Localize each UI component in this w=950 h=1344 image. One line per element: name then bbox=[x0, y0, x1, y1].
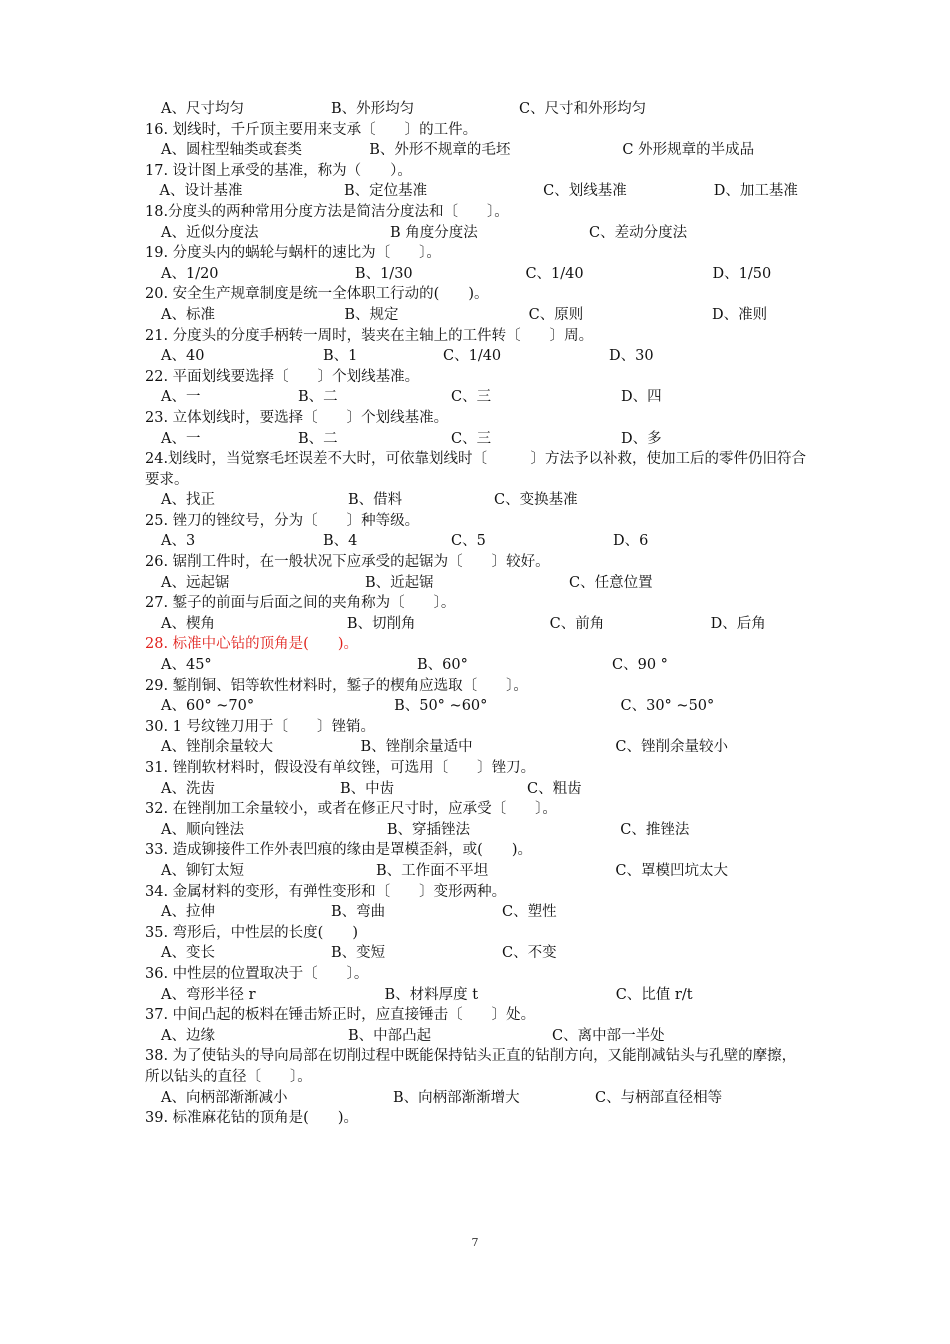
answer-option: B、借料 bbox=[348, 492, 403, 509]
answer-option: C、罩模凹坑太大 bbox=[615, 862, 728, 879]
answer-option: B、4 bbox=[323, 533, 358, 550]
options-row bbox=[145, 429, 810, 450]
answer-option: A、楔角 bbox=[161, 615, 215, 632]
question-line: 16. 划线时，千斤顶主要用来支承〔 〕的工件。 bbox=[145, 121, 478, 138]
answer-option: A、一 bbox=[161, 389, 201, 406]
answer-option: C、不变 bbox=[502, 945, 557, 962]
question-line: 38. 为了使钻头的导向局部在切削过程中既能保持钻头正直的钻削方向，又能削减钻头与孔壁的摩擦，所以钻头的直径〔 〕。 bbox=[145, 1048, 797, 1085]
answer-option: B、锉削余量适中 bbox=[360, 739, 473, 756]
options-row bbox=[145, 655, 810, 676]
answer-option: C、推锉法 bbox=[620, 821, 690, 838]
answer-option: C、差动分度法 bbox=[589, 224, 688, 241]
answer-option: C、1/40 bbox=[525, 265, 584, 282]
answer-option: B、中部凸起 bbox=[348, 1027, 432, 1044]
question-line: 20. 安全生产规章制度是统一全体职工行动的( )。 bbox=[145, 286, 489, 303]
options-row bbox=[145, 861, 810, 882]
answer-option: C、原则 bbox=[528, 306, 584, 323]
options-row bbox=[145, 387, 810, 408]
question-line: 33. 造成铆接件工作外表凹痕的缘由是罩模歪斜，或( )。 bbox=[145, 842, 532, 859]
question-line: 35. 弯形后，中性层的长度( ) bbox=[145, 924, 358, 941]
options-row bbox=[145, 614, 810, 635]
answer-option: B 角度分度法 bbox=[390, 224, 478, 241]
answer-option: C、比值 r/t bbox=[615, 986, 693, 1003]
answer-option: B、工作面不平坦 bbox=[376, 862, 489, 879]
answer-option: A、铆钉太短 bbox=[161, 862, 244, 879]
options-row bbox=[145, 531, 810, 552]
answer-option: A、拉伸 bbox=[161, 904, 215, 921]
options-row bbox=[145, 264, 810, 285]
question-line: 29. 錾削铜、铝等软性材料时，錾子的楔角应选取〔 〕。 bbox=[145, 677, 528, 694]
question-line: 23. 立体划线时，要选择〔 〕个划线基准。 bbox=[145, 409, 449, 426]
answer-option: A、锉削余量较大 bbox=[161, 739, 273, 756]
answer-option: C、30° ~50° bbox=[620, 698, 715, 715]
answer-option: A、洗齿 bbox=[161, 780, 215, 797]
answer-option: C、三 bbox=[451, 430, 492, 447]
answer-option: A、顺向锉法 bbox=[161, 821, 244, 838]
answer-option: C、前角 bbox=[549, 615, 605, 632]
answer-option: B、中齿 bbox=[340, 780, 395, 797]
options-row bbox=[145, 1026, 810, 1047]
answer-option: A、1/20 bbox=[161, 265, 219, 282]
answer-option: D、四 bbox=[621, 389, 662, 406]
answer-option: C、90 ° bbox=[612, 657, 668, 674]
answer-option: B、外形均匀 bbox=[331, 101, 415, 117]
answer-option: B、1/30 bbox=[354, 265, 413, 282]
answer-option: A、圆柱型轴类或套类 bbox=[161, 142, 302, 159]
question-line: 27. 錾子的前面与后面之间的夹角称为〔 〕。 bbox=[145, 595, 456, 612]
options-row bbox=[145, 943, 810, 964]
answer-option: B、切削角 bbox=[346, 615, 416, 632]
question-line: A、设计基准 B、定位基准 C、划线基准 D、加工基准 bbox=[145, 183, 798, 200]
answer-option: B、1 bbox=[323, 348, 358, 365]
answer-option: D、准则 bbox=[711, 306, 768, 323]
answer-option: B、二 bbox=[298, 430, 338, 447]
options-row bbox=[145, 902, 810, 923]
page-number: 7 bbox=[471, 1236, 479, 1249]
answer-option: A、近似分度法 bbox=[161, 224, 259, 241]
answer-option: A、40 bbox=[161, 348, 205, 365]
answer-option: C、离中部一半处 bbox=[552, 1027, 665, 1044]
question-line: 37. 中间凸起的板料在锤击矫正时，应直接锤击〔 〕处。 bbox=[145, 1007, 536, 1024]
answer-option: B、变短 bbox=[331, 945, 386, 962]
answer-option: A、60° ~70° bbox=[161, 698, 255, 715]
question-line: 22. 平面划线要选择〔 〕个划线基准。 bbox=[145, 368, 420, 385]
question-line: 18.分度头的两种常用分度方法是简洁分度法和〔 〕。 bbox=[145, 203, 509, 220]
question-line: 34. 金属材料的变形，有弹性变形和〔 〕变形两种。 bbox=[145, 883, 507, 900]
options-row bbox=[145, 737, 810, 758]
answer-option: D、6 bbox=[613, 533, 649, 550]
question-line: 30. 1 号纹锉刀用于〔 〕锉销。 bbox=[145, 718, 376, 735]
options-row bbox=[145, 696, 810, 717]
options-row bbox=[145, 820, 810, 841]
options-row bbox=[145, 223, 810, 244]
question-line: 19. 分度头内的蜗轮与蜗杆的速比为〔 〕。 bbox=[145, 245, 441, 262]
question-line: 24.划线时，当觉察毛坯误差不大时，可依靠划线时〔 〕方法予以补救，使加工后的零件仍旧符合要求。 bbox=[145, 451, 807, 488]
question-line: 39. 标准麻花钻的顶角是( )。 bbox=[145, 1110, 358, 1127]
answer-option: C 外形规章的半成品 bbox=[622, 142, 755, 159]
answer-option: A、向柄部渐渐减小 bbox=[161, 1089, 288, 1106]
question-line: 28. 标准中心钻的顶角是( )。 bbox=[145, 636, 358, 653]
answer-option: A、弯形半径 r bbox=[161, 986, 256, 1003]
answer-option: C、三 bbox=[451, 389, 492, 406]
answer-option: D、30 bbox=[609, 348, 654, 365]
options-row bbox=[145, 1088, 810, 1109]
answer-option: A、尺寸均匀 bbox=[161, 101, 244, 117]
answer-option: D、1/50 bbox=[712, 265, 772, 282]
answer-option: A、边缘 bbox=[161, 1027, 215, 1044]
answer-option: A、一 bbox=[161, 430, 201, 447]
answer-option: D、多 bbox=[621, 430, 662, 447]
answer-option: B、弯曲 bbox=[331, 904, 386, 921]
answer-option: B、外形不规章的毛坯 bbox=[369, 142, 511, 159]
answer-option: D、后角 bbox=[710, 615, 766, 632]
answer-option: B、近起锯 bbox=[365, 574, 434, 591]
answer-option: C、锉削余量较小 bbox=[615, 739, 728, 756]
options-row bbox=[145, 779, 810, 800]
question-line: 21. 分度头的分度手柄转一周时，装夹在主轴上的工件转〔 〕周。 bbox=[145, 327, 594, 344]
answer-option: A、45° bbox=[161, 657, 212, 674]
answer-option: C、1/40 bbox=[443, 348, 502, 365]
options-row bbox=[145, 573, 810, 594]
answer-option: C、变换基准 bbox=[494, 492, 578, 509]
options-row bbox=[145, 140, 810, 161]
options-row bbox=[145, 99, 810, 120]
question-line: 32. 在锉削加工余量较小，或者在修正尺寸时，应承受〔 〕。 bbox=[145, 801, 557, 818]
answer-option: B、50° ~60° bbox=[394, 698, 488, 715]
answer-option: C、塑性 bbox=[502, 904, 557, 921]
answer-option: A、3 bbox=[161, 533, 196, 550]
options-row bbox=[145, 985, 810, 1006]
question-line: 26. 锯削工件时，在一般状况下应承受的起锯为〔 〕较好。 bbox=[145, 554, 550, 571]
answer-option: B、向柄部渐渐增大 bbox=[393, 1089, 520, 1106]
answer-option: B、穿插锉法 bbox=[386, 821, 470, 838]
answer-option: B、60° bbox=[417, 657, 468, 674]
question-line: 25. 锉刀的锉纹号，分为〔 〕种等级。 bbox=[145, 512, 420, 529]
answer-option: C、尺寸和外形均匀 bbox=[519, 101, 647, 117]
answer-option: B、二 bbox=[298, 389, 338, 406]
answer-option: A、变长 bbox=[161, 945, 215, 962]
answer-option: C、5 bbox=[451, 533, 486, 550]
answer-option: C、与柄部直径相等 bbox=[595, 1089, 723, 1106]
options-row bbox=[145, 490, 810, 511]
options-row bbox=[145, 305, 810, 326]
answer-option: B、规定 bbox=[344, 306, 399, 323]
answer-option: B、材料厚度 t bbox=[384, 986, 479, 1003]
question-list bbox=[145, 99, 810, 1129]
answer-option: A、找正 bbox=[161, 492, 215, 509]
answer-option: C、粗齿 bbox=[527, 780, 582, 797]
answer-option: A、远起锯 bbox=[161, 574, 230, 591]
question-line: 17. 设计图上承受的基准，称为（ ）。 bbox=[145, 162, 412, 179]
options-row bbox=[145, 346, 810, 367]
question-line: 36. 中性层的位置取决于〔 〕。 bbox=[145, 965, 369, 982]
question-line: 31. 锉削软材料时，假设没有单纹锉，可选用〔 〕锉刀。 bbox=[145, 760, 536, 776]
answer-option: A、标准 bbox=[161, 306, 215, 323]
answer-option: C、任意位置 bbox=[569, 574, 653, 591]
